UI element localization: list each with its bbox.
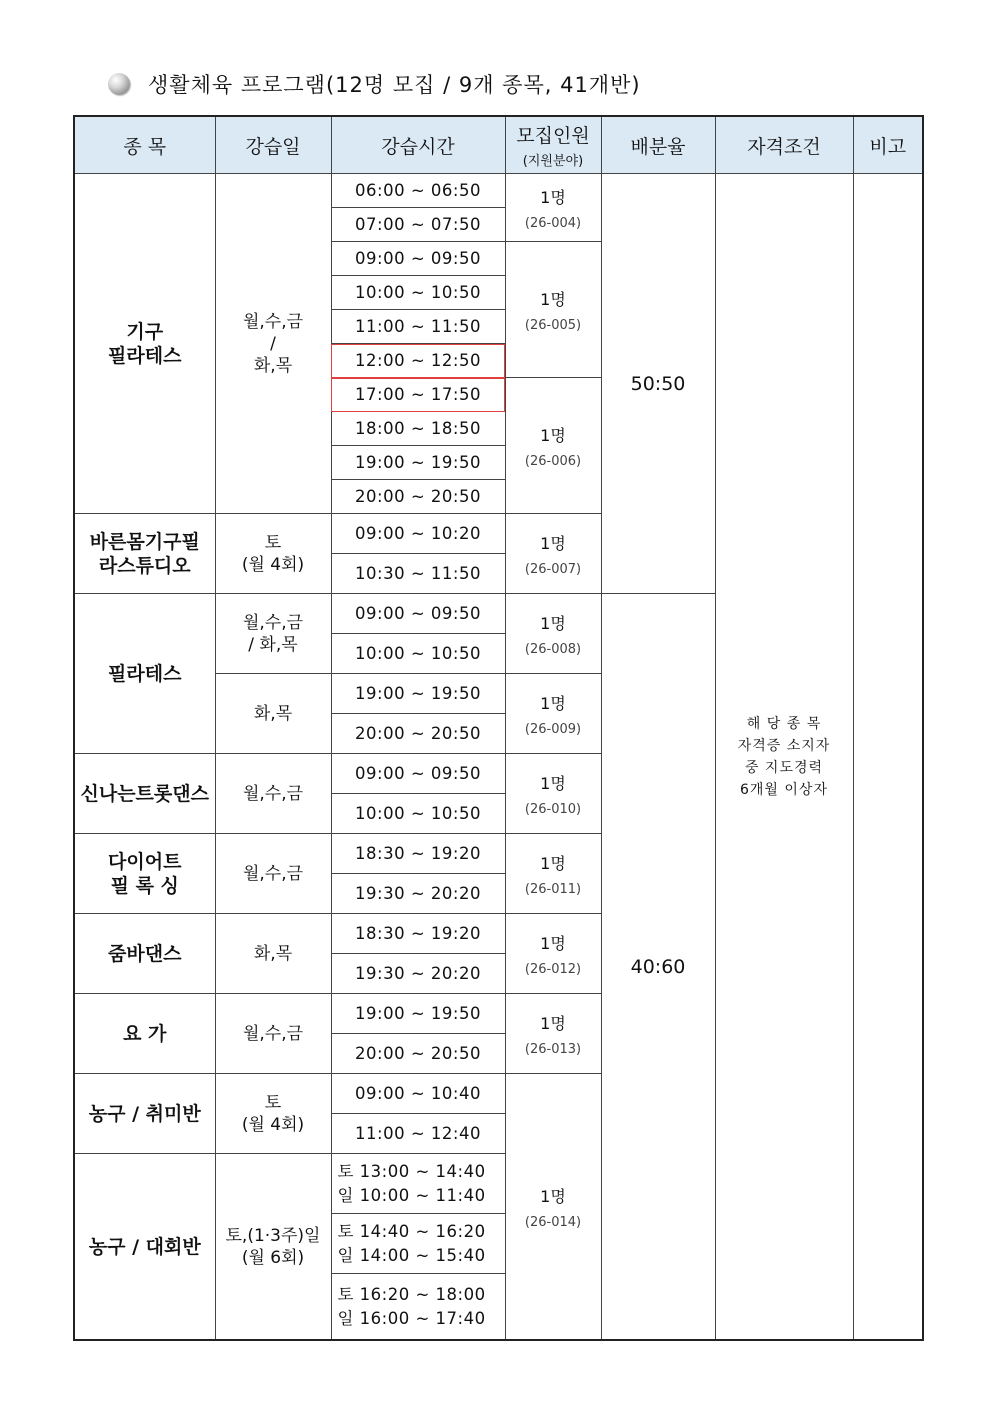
recruit-count: 1명 (540, 773, 566, 793)
time-cell: 10:30 ~ 11:50 (331, 554, 505, 594)
days-text: 월,수,금 (242, 783, 304, 804)
time-cell: 20:00 ~ 20:50 (331, 1034, 505, 1074)
recruit-count: 1명 (540, 933, 566, 953)
days-text: 화,목 (253, 943, 293, 964)
sport-cell (74, 594, 215, 754)
sport-name: 다이어트 (108, 850, 182, 873)
time-cell-highlighted: 12:00 ~ 12:50 (331, 344, 505, 378)
time-cell: 20:00 ~ 20:50 (331, 714, 505, 754)
days-text: / 화,목 (248, 634, 298, 655)
recruit-code: (26-004) (524, 215, 582, 231)
time-cell: 18:30 ~ 19:20 (331, 914, 505, 954)
time-cell: 18:00 ~ 18:50 (331, 412, 505, 446)
time-cell (331, 1154, 505, 1214)
time-cell: 09:00 ~ 09:50 (331, 242, 505, 276)
time-line: 일 14:00 ~ 15:40 (337, 1245, 486, 1265)
time-line: 토 14:40 ~ 16:20 (337, 1221, 486, 1241)
days-cell (215, 994, 331, 1074)
days-cell (215, 594, 331, 674)
time-cell: 06:00 ~ 06:50 (331, 174, 505, 208)
header-recruit-sub: (지원분야) (522, 154, 584, 169)
time-cell: 11:00 ~ 12:40 (331, 1114, 505, 1154)
sport-name: 농구 / 대회반 (88, 1235, 201, 1258)
days-text: 화,목 (253, 355, 293, 376)
recruit-count: 1명 (540, 289, 566, 309)
time-cell: 09:00 ~ 10:40 (331, 1074, 505, 1114)
recruit-count: 1명 (540, 425, 566, 445)
header-recruit (505, 116, 601, 174)
sport-name: 필라테스 (108, 662, 182, 685)
days-text: 월,수,금 (242, 612, 304, 633)
sport-name: 신나는트롯댄스 (80, 782, 209, 805)
recruit-cell (505, 754, 601, 834)
days-cell (215, 674, 331, 754)
sport-cell (74, 514, 215, 594)
qualification-line: 6개월 이상자 (740, 781, 828, 798)
sport-name: 기구 (126, 320, 164, 343)
days-cell (215, 174, 331, 514)
recruit-cell (505, 514, 601, 594)
qualification-line: 중 지도경력 (744, 759, 824, 776)
days-cell (215, 1074, 331, 1154)
time-cell: 09:00 ~ 09:50 (331, 754, 505, 794)
ratio-cell: 40:60 (601, 594, 715, 1341)
sport-name: 농구 / 취미반 (88, 1102, 201, 1125)
time-line: 일 10:00 ~ 11:40 (337, 1185, 486, 1205)
time-cell: 10:00 ~ 10:50 (331, 794, 505, 834)
time-cell: 07:00 ~ 07:50 (331, 208, 505, 242)
days-text: 월,수,금 (242, 311, 304, 332)
recruit-code: (26-007) (524, 561, 582, 577)
recruit-cell (505, 594, 601, 674)
sport-cell (74, 994, 215, 1074)
days-text: (월 4회) (241, 554, 305, 575)
recruit-code: (26-006) (524, 453, 582, 469)
time-line: 토 16:20 ~ 18:00 (337, 1284, 486, 1304)
header-recruit-label: 모집인원 (516, 125, 590, 147)
time-cell (331, 1274, 505, 1341)
time-cell: 19:30 ~ 20:20 (331, 874, 505, 914)
page-title-text: 생활체육 프로그램(12명 모집 / 9개 종목, 41개반) (148, 73, 641, 97)
days-text: (월 4회) (241, 1114, 305, 1135)
days-text: 월,수,금 (242, 1023, 304, 1044)
time-cell: 09:00 ~ 10:20 (331, 514, 505, 554)
header-qualification: 자격조건 (715, 116, 853, 174)
schedule-table (73, 115, 924, 1341)
days-text: 월,수,금 (242, 863, 304, 884)
recruit-cell (505, 914, 601, 994)
sport-cell (74, 834, 215, 914)
recruit-count: 1명 (540, 853, 566, 873)
time-line: 일 16:00 ~ 17:40 (337, 1308, 486, 1328)
header-row (74, 116, 923, 174)
sport-name: 줌바댄스 (108, 942, 182, 965)
recruit-code: (26-008) (524, 641, 582, 657)
header-sport: 종 목 (74, 116, 215, 174)
time-cell: 10:00 ~ 10:50 (331, 276, 505, 310)
header-days: 강습일 (215, 116, 331, 174)
time-cell: 10:00 ~ 10:50 (331, 634, 505, 674)
recruit-cell (505, 378, 601, 514)
sport-cell (74, 1154, 215, 1341)
days-cell (215, 514, 331, 594)
recruit-count: 1명 (540, 533, 566, 553)
time-cell: 19:00 ~ 19:50 (331, 446, 505, 480)
time-cell: 20:00 ~ 20:50 (331, 480, 505, 514)
recruit-cell (505, 1074, 601, 1341)
days-text: 토 (264, 532, 282, 553)
recruit-cell (505, 994, 601, 1074)
days-text: 토,(1·3주)일 (225, 1225, 321, 1246)
qualification-line: 해 당 종 목 (746, 715, 822, 732)
table-row (74, 174, 923, 208)
recruit-code: (26-014) (524, 1214, 582, 1230)
recruit-code: (26-009) (524, 721, 582, 737)
recruit-cell (505, 674, 601, 754)
recruit-count: 1명 (540, 693, 566, 713)
sport-cell (74, 914, 215, 994)
days-cell (215, 914, 331, 994)
recruit-code: (26-011) (524, 881, 582, 897)
recruit-code: (26-012) (524, 961, 582, 977)
recruit-cell (505, 174, 601, 242)
sport-cell (74, 754, 215, 834)
page-title (108, 68, 641, 100)
days-text: 토 (264, 1092, 282, 1113)
time-cell: 18:30 ~ 19:20 (331, 834, 505, 874)
sport-name: 요 가 (123, 1022, 167, 1045)
recruit-code: (26-013) (524, 1041, 582, 1057)
header-note: 비고 (853, 116, 923, 174)
time-line: 토 13:00 ~ 14:40 (337, 1161, 486, 1181)
sport-cell (74, 1074, 215, 1154)
sport-cell (74, 174, 215, 514)
time-cell: 11:00 ~ 11:50 (331, 310, 505, 344)
days-cell (215, 1154, 331, 1341)
sport-name: 필 록 싱 (110, 874, 179, 897)
sport-name: 필라테스 (108, 344, 182, 367)
recruit-cell (505, 834, 601, 914)
time-cell: 19:30 ~ 20:20 (331, 954, 505, 994)
days-text: 화,목 (253, 703, 293, 724)
days-cell (215, 834, 331, 914)
qualification-line: 자격증 소지자 (737, 737, 831, 754)
recruit-count: 1명 (540, 1186, 566, 1206)
recruit-cell (505, 242, 601, 378)
days-text: / (270, 333, 276, 354)
recruit-count: 1명 (540, 613, 566, 633)
time-cell (331, 1214, 505, 1274)
ratio-cell: 50:50 (601, 174, 715, 594)
recruit-code: (26-005) (524, 317, 582, 333)
recruit-code: (26-010) (524, 801, 582, 817)
time-cell: 19:00 ~ 19:50 (331, 674, 505, 714)
recruit-count: 1명 (540, 1013, 566, 1033)
time-cell: 09:00 ~ 09:50 (331, 594, 505, 634)
recruit-count: 1명 (540, 187, 566, 207)
days-cell (215, 754, 331, 834)
qualification-cell (715, 174, 853, 1341)
time-cell: 19:00 ~ 19:50 (331, 994, 505, 1034)
note-cell (853, 174, 923, 1341)
sport-name: 라스튜디오 (98, 554, 191, 577)
days-text: (월 6회) (241, 1247, 305, 1268)
sport-name: 바른몸기구필 (89, 530, 200, 553)
header-ratio: 배분율 (601, 116, 715, 174)
time-cell-highlighted: 17:00 ~ 17:50 (331, 378, 505, 412)
bullet-icon (108, 73, 130, 95)
header-time: 강습시간 (331, 116, 505, 174)
